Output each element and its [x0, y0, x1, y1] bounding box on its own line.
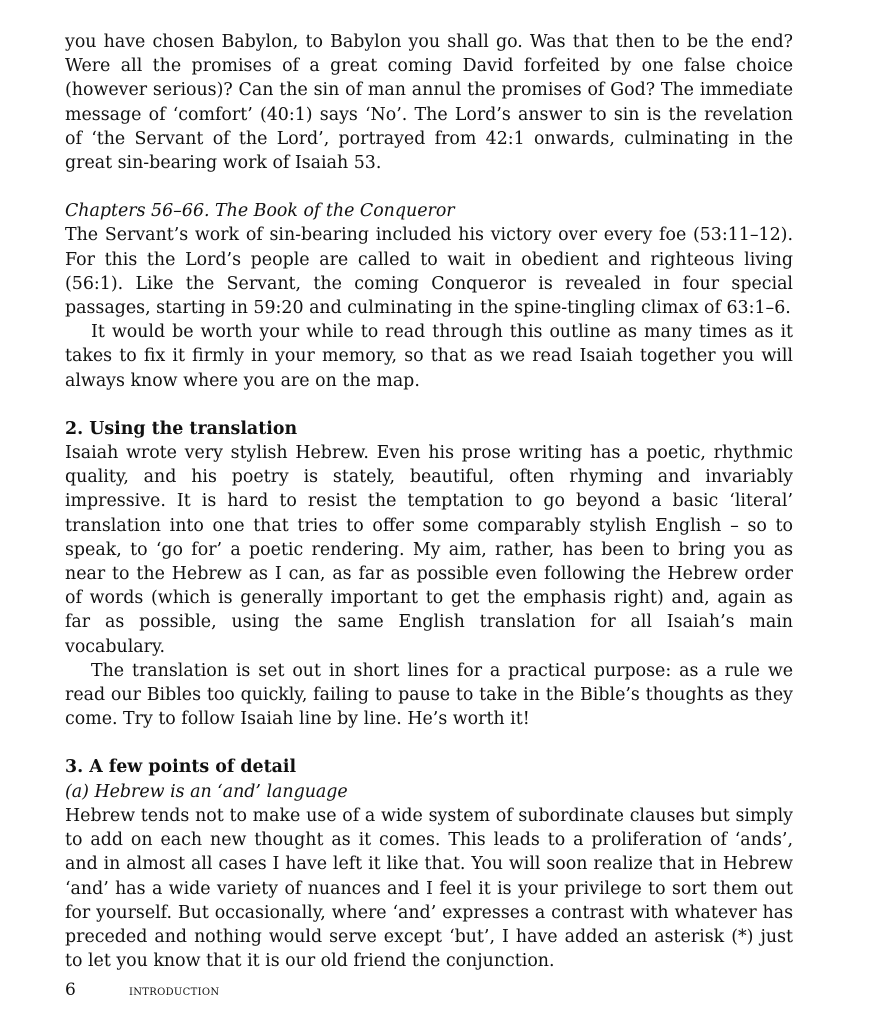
spacer	[65, 175, 793, 199]
page-footer	[65, 980, 219, 1000]
section-heading-translation: 2. Using the translation	[65, 418, 298, 439]
page-number: 6	[65, 980, 76, 1000]
spacer	[65, 393, 793, 417]
paragraph-and-language: Hebrew tends not to make use of a wide system of subordinate clauses but simply to add on each new thought as it comes. This leads to a proliferation of ‘ands’, and in almost all cases I have left it like that. You will soon realize that in Hebrew ‘and’ has a wide variety of nuances and I feel it is your privilege to sort them out for yourself. But occasionally, where ‘and’ expresses a contrast with whatever has preceded and nothing would serve except ‘but’, I have added an asterisk (*) just to let you know that it is our old friend the conjunction.	[65, 805, 793, 972]
section-heading-details: 3. A few points of detail	[65, 757, 297, 778]
page-body	[65, 30, 793, 973]
paragraph-outline-advice: It would be worth your while to read through this outline as many times as it takes to fix it firmly in your memory, so that as we read Isaiah together you will always know where you are on the map.	[65, 322, 793, 391]
paragraph-stylish-hebrew: Isaiah wrote very stylish Hebrew. Even his prose writing has a poetic, rhythmic quality, and his poetry is stately, beautiful, often rhyming and invariably impressive. It is hard to resist the temptation to go beyond a basic ‘literal’ translation into one that tries to offer some comparably stylish English – so to speak, to ‘go for’ a poetic rendering. My aim, rather, has been to bring you as near to the Hebrew as I can, as far as possible even following the Hebrew order of words (which is generally important to get the emphasis right) and, again as far as possible, using the same English translation for all Isaiah’s main vocabulary.	[65, 443, 793, 657]
spacer	[65, 731, 793, 755]
chapters-56-66-heading: Chapters 56–66. The Book of the Conqueror	[65, 201, 455, 222]
paragraph-short-lines: The translation is set out in short lines for a practical purpose: as a rule we read our Bibles too quickly, failing to pause to take in the Bible’s thoughts as they come. Try to follow Isaiah line by line. He’s worth it!	[65, 660, 793, 730]
paragraph-servant-work: The Servant’s work of sin-bearing included his victory over every foe (53:11–12). For this the Lord’s people are called to wait in obedient and righteous living (56:1). Like the Servant, the coming Conqueror is revealed in four special passages, starting in 59:20 and culminating in the spine-tingling climax of 63:1–6.	[65, 225, 793, 319]
paragraph-babylon: you have chosen Babylon, to Babylon you shall go. Was that then to be the end? Were all the promises of a great coming David forfeited by one false choice (however serious)? Can the sin of man annul the promises of God? The immediate message of ‘comfort’ (40:1) says ‘No’. The Lord’s answer to sin is the revelation of ‘the Servant of the Lord’, portrayed from 42:1 onwards, culminating in the great sin-bearing work of Isaiah 53.	[65, 32, 793, 174]
running-head: introduction	[129, 983, 220, 999]
subsection-heading-and-language: (a) Hebrew is an ‘and’ language	[65, 781, 348, 802]
